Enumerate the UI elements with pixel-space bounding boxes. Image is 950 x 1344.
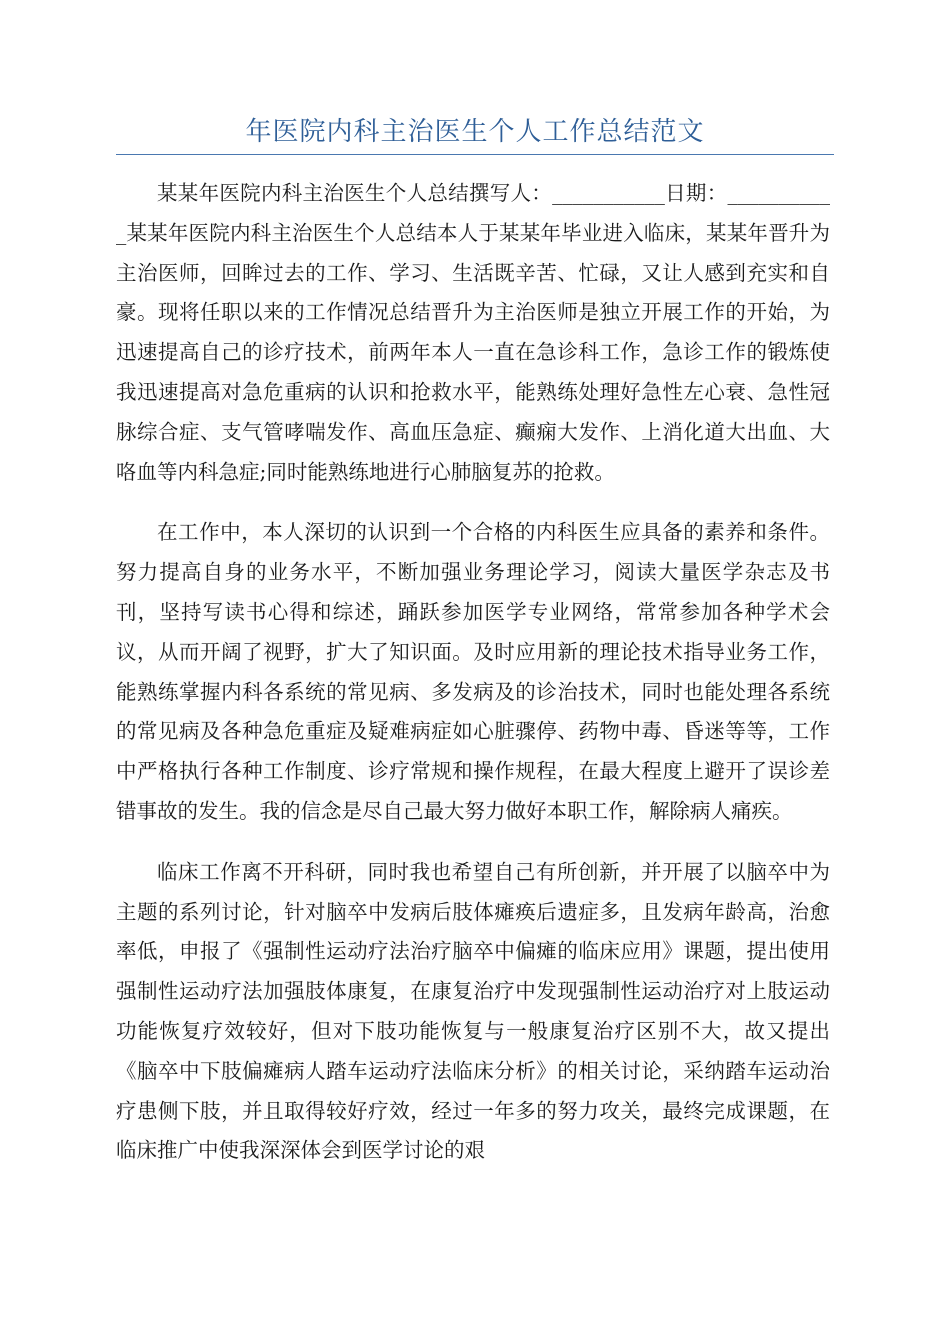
title-underline <box>116 154 834 155</box>
paragraph-3: 临床工作离不开科研，同时我也希望自己有所创新，并开展了以脑卒中为主题的系列讨论，针对脑卒中发病后肢体瘫痪后遗症多，且发病年龄高，治愈率低，申报了《强制性运动疗法治疗脑卒中偏瘫的临床应用》课题，提出使用强制性运动疗法加强肢体康复，在康复治疗中发现强制性运动治疗对上肢运动功能恢复疗效较好，但对下肢功能恢复与一般康复治疗区别不大，故又提出《脑卒中下肢偏瘫病人踏车运动疗法临床分析》的相关讨论，采纳踏车运动治疗患侧下肢，并且取得较好疗效，经过一年多的努力攻关，最终完成课题，在临床推广中使我深深体会到医学讨论的艰 <box>116 859 830 1163</box>
document-body <box>116 174 830 1192</box>
paragraph-1: 某某年医院内科主治医生个人总结撰写人：___________日期：___________某某年医院内科主治医生个人总结本人于某某年毕业进入临床，某某年晋升为主治医师，回眸过去的工作、学习、生活既辛苦、忙碌，又让人感到充实和自豪。现将任职以来的工作情况总结晋升为主治医师是独立开展工作的开始，为迅速提高自己的诊疗技术，前两年本人一直在急诊科工作，急诊工作的锻炼使我迅速提高对急危重病的认识和抢救水平，能熟练处理好急性左心衰、急性冠脉综合症、支气管哮喘发作、高血压急症、癫痫大发作、上消化道大出血、大咯血等内科急症;同时能熟练地进行心肺脑复苏的抢救。 <box>116 181 830 484</box>
document-title: 年医院内科主治医生个人工作总结范文 <box>245 117 705 147</box>
paragraph-2: 在工作中，本人深切的认识到一个合格的内科医生应具备的素养和条件。努力提高自身的业务水平，不断加强业务理论学习，阅读大量医学杂志及书刊，坚持写读书心得和综述，踊跃参加医学专业网络，常常参加各种学术会议，从而开阔了视野，扩大了知识面。及时应用新的理论技术指导业务工作，能熟练掌握内科各系统的常见病、多发病及的诊治技术，同时也能处理各系统的常见病及各种急危重症及疑难病症如心脏骤停、药物中毒、昏迷等等，工作中严格执行各种工作制度、诊疗常规和操作规程，在最大程度上避开了误诊差错事故的发生。我的信念是尽自己最大努力做好本职工作，解除病人痛疾。 <box>116 520 830 823</box>
